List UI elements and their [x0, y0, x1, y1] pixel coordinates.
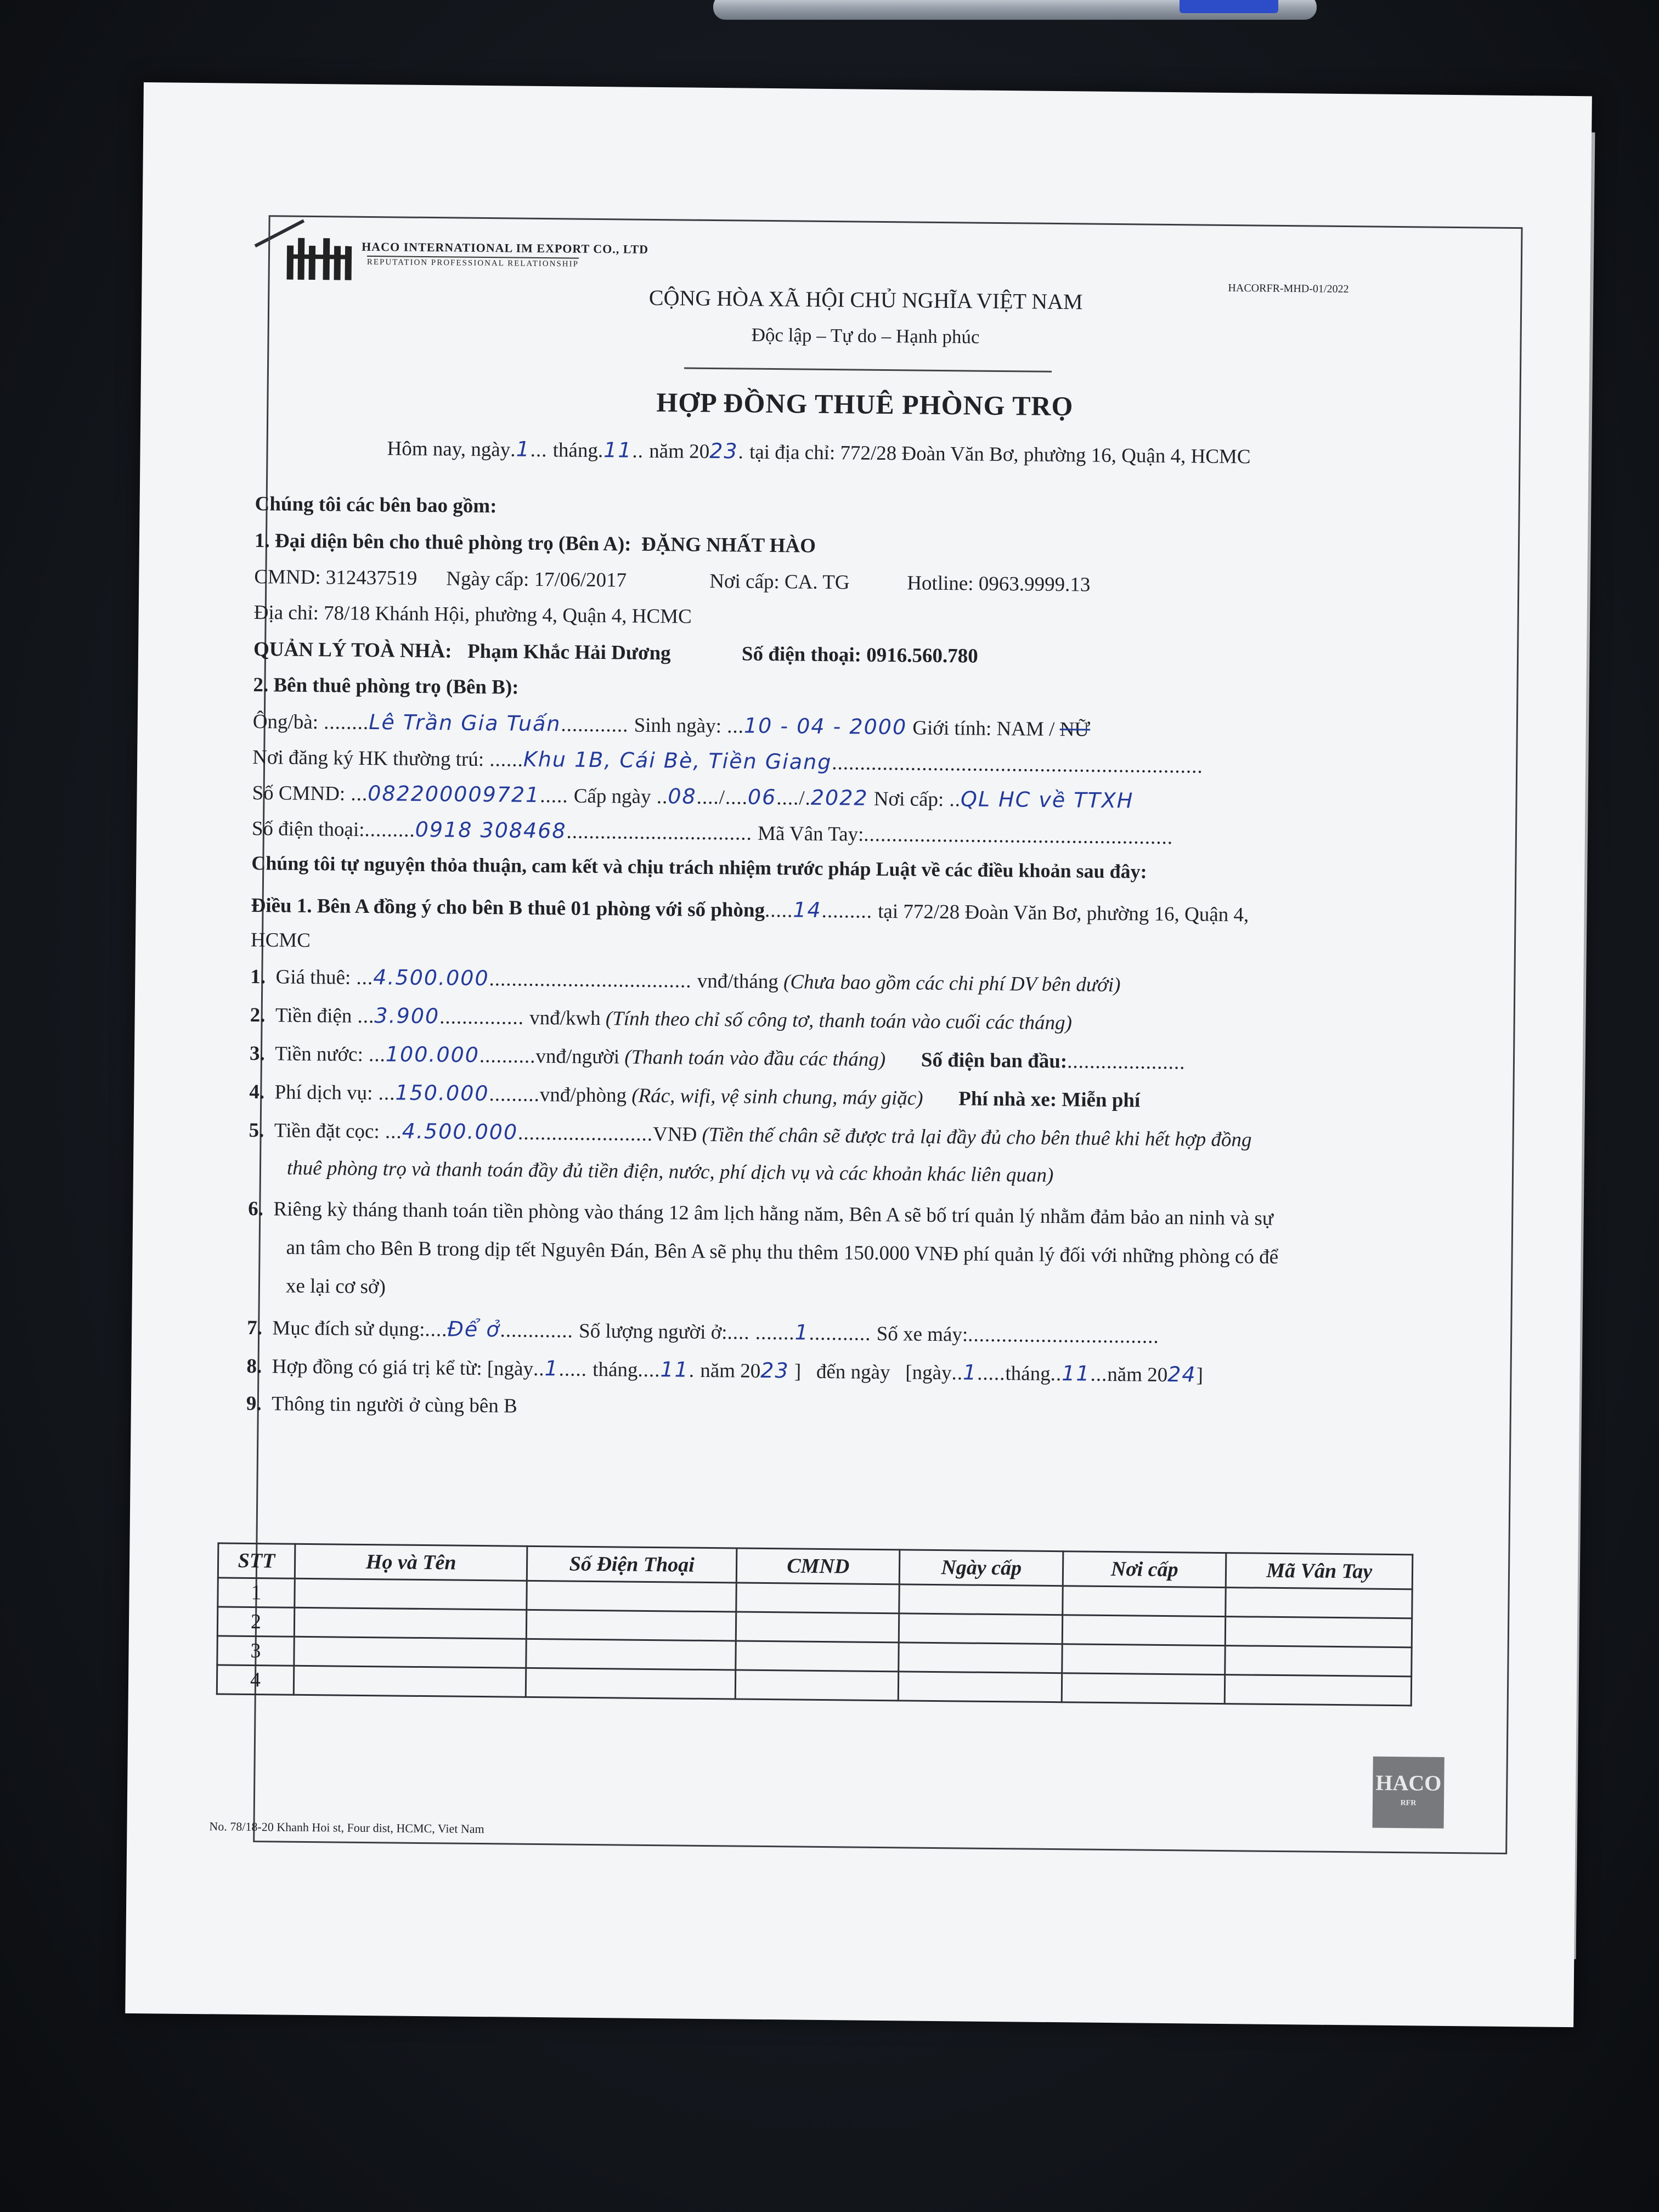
party-a-name: ĐẶNG NHẤT HÀO: [641, 533, 816, 557]
item-number: 1.: [250, 965, 266, 989]
intro-text: Hôm nay, ngày: [387, 437, 511, 461]
col-issue-place: Nơi cấp: [1063, 1551, 1226, 1588]
table-cell[interactable]: [295, 1578, 527, 1610]
table-cell[interactable]: [899, 1584, 1063, 1615]
parking-fee: Phí nhà xe: Miễn phí: [958, 1087, 1141, 1112]
party-b-cmnd-date-label: Cấp ngày: [573, 785, 651, 808]
item-label: Tiền điện: [275, 1004, 352, 1028]
col-name: Họ và Tên: [295, 1544, 527, 1581]
item-unit: vnđ/tháng: [697, 969, 779, 994]
item-number: 5.: [249, 1119, 264, 1142]
party-a-address: Địa chỉ: 78/18 Khánh Hội, phường 4, Quận 4, HCMC: [253, 601, 692, 628]
party-b-name: Lê Trần Gia Tuấn: [369, 709, 561, 736]
party-b-hk-label: Nơi đăng ký HK thường trú:: [252, 746, 484, 771]
initial-meter-label: Số điện ban đầu:: [921, 1048, 1068, 1073]
item-water: 3. Tiền nước: ...100.000..........vnđ/người (Thanh toán vào đầu các tháng) Số điện ban đầu:.....................: [249, 1042, 1186, 1074]
contract-month: 11: [603, 438, 633, 462]
contract-page: [125, 82, 1592, 2027]
item-electricity: 2. Tiền điện ...3.900............... vnđ/kwh (Tính theo chỉ số công tơ, thanh toán vào cuối các tháng): [250, 1003, 1073, 1035]
item-cohabitants: [246, 1392, 517, 1418]
table-cell[interactable]: [899, 1672, 1062, 1702]
table-cell[interactable]: [527, 1581, 736, 1612]
manager-label: QUẢN LÝ TOÀ NHÀ:: [253, 637, 452, 663]
intro-line: Hôm nay, ngày.1... tháng.11.. năm 2023. tại địa chỉ: 772/28 Đoàn Văn Bơ, phường 16, Quận 4, HCMC: [387, 437, 1251, 469]
item-rent: 1. Giá thuê: ...4.500.000.................................... vnđ/tháng (Chưa bao gồm các chi phí DV bên dưới): [250, 965, 1121, 997]
company-stamp: [1373, 1757, 1444, 1829]
party-b-name-line: Ông/bà: ........Lê Trần Gia Tuấn............ Sinh ngày: ...10 - 04 - 2000 Giới tính: NAM / NỮ: [252, 709, 1091, 741]
table-cell[interactable]: [736, 1641, 899, 1672]
end-year: 24: [1167, 1362, 1197, 1387]
intro-month-label: tháng: [552, 439, 599, 462]
end-year-label: năm 20: [1107, 1363, 1168, 1387]
table-cell[interactable]: [1225, 1646, 1412, 1677]
company-name: HACO INTERNATIONAL IM EXPORT CO., LTD: [362, 239, 649, 256]
col-stt: STT: [218, 1543, 295, 1578]
end-day-label: [ngày: [905, 1361, 952, 1385]
col-cmnd: CMND: [736, 1548, 900, 1584]
party-a-label: 1. Đại diện bên cho thuê phòng trọ (Bên A):: [254, 529, 631, 556]
party-b-hk-line: Nơi đăng ký HK thường trú: ......Khu 1B, Cái Bè, Tiền Giang..................................................................: [252, 746, 1203, 778]
intro-address: tại địa chỉ: 772/28 Đoàn Văn Bơ, phường 16, Quận 4, HCMC: [749, 441, 1251, 469]
table-cell[interactable]: [294, 1637, 527, 1668]
table-cell[interactable]: [1062, 1615, 1226, 1646]
rent-value: 4.500.000: [373, 965, 489, 991]
col-issue-date: Ngày cấp: [900, 1550, 1063, 1586]
item-label: Tiền nước:: [275, 1042, 364, 1066]
company-slogan: REPUTATION PROFESSIONAL RELATIONSHIP: [367, 256, 579, 269]
party-a-issue-place: Nơi cấp: CA. TG: [709, 569, 850, 594]
table-cell[interactable]: [1225, 1675, 1412, 1706]
item-deposit: 5. Tiền đặt cọc: ...4.500.000........................VNĐ (Tiền thế chân sẽ được trả lại đầy đủ cho bên thuê khi hết hợp đồng: [249, 1119, 1252, 1152]
gender-label: Giới tính:: [912, 716, 992, 740]
start-day: 1: [544, 1356, 560, 1381]
company-logo-icon: [285, 234, 357, 281]
gender-separator: /: [1048, 718, 1055, 741]
item-number: 7.: [247, 1316, 263, 1340]
article1-line: Điều 1. Bên A đồng ý cho bên B thuê 01 phòng với số phòng.....14......... tại 772/28 Đoàn Văn Bơ, phường 16, Quận 4,: [251, 894, 1249, 927]
item-service: 4. Phí dịch vụ: ...150.000.........vnđ/phòng (Rác, wifi, vệ sinh chung, máy giặc) Phí nhà xe: Miễn phí: [249, 1080, 1141, 1112]
item-number: 4.: [249, 1080, 265, 1104]
cohabitants-label: Thông tin người ở cùng bên B: [271, 1392, 517, 1418]
start-year: 23: [760, 1358, 789, 1383]
party-b-cmnd-place-label: Nơi cấp:: [873, 787, 944, 811]
people-label: Số lượng người ở:: [578, 1319, 727, 1344]
service-value: 150.000: [395, 1080, 489, 1106]
col-fingerprint: Mã Vân Tay: [1226, 1553, 1413, 1589]
table-cell[interactable]: [294, 1666, 526, 1697]
table-cell[interactable]: [294, 1607, 527, 1639]
purpose-label: Mục đích sử dụng:: [272, 1317, 425, 1341]
item-number: 8.: [246, 1355, 262, 1378]
item-unit: VNĐ: [652, 1122, 697, 1146]
row-number: 2: [217, 1607, 294, 1637]
people-value: 1: [794, 1320, 809, 1345]
item-note: (Tiền thế chân sẽ được trả lại đầy đủ cho bên thuê khi hết hợp đồng: [702, 1123, 1252, 1152]
gender-male: NAM: [996, 717, 1045, 741]
parties-heading: Chúng tôi các bên bao gồm:: [255, 492, 497, 518]
table-cell[interactable]: [899, 1613, 1063, 1644]
electricity-value: 3.900: [374, 1003, 440, 1029]
item-note: (Tính theo chỉ số công tơ, thanh toán vào cuối các tháng): [605, 1007, 1073, 1035]
party-b-hk: Khu 1B, Cái Bè, Tiền Giang: [523, 747, 832, 775]
table-cell[interactable]: [1226, 1617, 1412, 1647]
table-cell[interactable]: [1063, 1586, 1226, 1617]
agreement-text: Chúng tôi tự nguyện thỏa thuận, cam kết và chịu trách nhiệm trước pháp Luật về các điều khoản sau đây:: [251, 851, 1147, 883]
row-number: 1: [218, 1578, 295, 1607]
row-number: 3: [217, 1636, 294, 1666]
table-cell[interactable]: [899, 1643, 1062, 1673]
intro-year-label: năm 20: [649, 439, 710, 463]
party-a-issue-date: Ngày cấp: 17/06/2017: [446, 567, 627, 592]
article1-title: Điều 1. Bên A đồng ý cho bên B thuê 01 phòng với số phòng: [251, 894, 765, 922]
end-month-label: tháng: [1005, 1362, 1051, 1385]
stamp-subtext: RFR: [1400, 1799, 1417, 1808]
contract-day: 1: [516, 437, 531, 461]
room-number: 14: [793, 898, 822, 922]
item-label: Giá thuê:: [275, 966, 351, 989]
end-day: 1: [962, 1360, 978, 1385]
item6-text: Riêng kỳ tháng thanh toán tiền phòng vào tháng 12 âm lịch hằng năm, Bên A sẽ bố trí quản lý nhằm đảm bảo an ninh và sự: [273, 1198, 1274, 1230]
water-value: 100.000: [385, 1042, 480, 1067]
party-b-cmnd-line: Số CMND: ...082200009721..... Cấp ngày ..08..../....06..../.2022 Nơi cấp: ..QL HC về TTXH: [252, 781, 1134, 813]
party-b-name-label: Ông/bà:: [252, 710, 319, 734]
row-number: 4: [217, 1665, 294, 1695]
item-number: 9.: [246, 1392, 262, 1415]
fingerprint-label: Mã Vân Tay:: [757, 822, 864, 846]
motto: Độc lập – Tự do – Hạnh phúc: [751, 324, 980, 348]
party-b-phone-label: Số điện thoại:: [251, 817, 365, 841]
article1-city: HCMC: [250, 928, 311, 952]
item-note: (Rác, wifi, vệ sinh chung, máy giặc): [631, 1084, 923, 1110]
pen-clip: [1180, 0, 1278, 13]
item-number: 6.: [248, 1197, 264, 1221]
table-cell[interactable]: [526, 1668, 736, 1699]
stamp-text: HACO: [1375, 1770, 1442, 1796]
table-cell[interactable]: [736, 1612, 899, 1643]
cohabitants-table: [216, 1542, 1414, 1706]
item6-line3: xe lại cơ sở): [285, 1274, 386, 1299]
purpose-value: Để ở: [447, 1317, 500, 1342]
item-unit: vnđ/phòng: [539, 1084, 627, 1107]
table-cell[interactable]: [527, 1610, 736, 1641]
party-a-cmnd: CMND: 312437519: [254, 565, 417, 590]
start-month-label: tháng: [592, 1358, 638, 1381]
start-month: 11: [660, 1357, 690, 1382]
footer-address: No. 78/18-20 Khanh Hoi st, Four dist, HCMC, Viet Nam: [209, 1819, 484, 1836]
article1-address: tại 772/28 Đoàn Văn Bơ, phường 16, Quận 4,: [877, 900, 1249, 927]
manager-phone: Số điện thoại: 0916.560.780: [741, 642, 978, 668]
party-b-cmnd-place: QL HC về TTXH: [960, 787, 1134, 813]
end-month: 11: [1061, 1361, 1091, 1386]
table-cell[interactable]: [526, 1639, 736, 1670]
party-b-heading: 2. Bên thuê phòng trọ (Bên B):: [253, 673, 519, 699]
item-number: 2.: [250, 1003, 266, 1027]
party-b-cmnd-day: 08: [668, 784, 697, 809]
nation-header: CỘNG HÒA XÃ HỘI CHỦ NGHĨA VIỆT NAM: [648, 285, 1083, 314]
end-label: đến ngày: [816, 1360, 890, 1384]
contract-year: 23: [709, 438, 738, 464]
party-b-cmnd-label: Số CMND:: [252, 781, 346, 805]
item-label: Phí dịch vụ:: [274, 1081, 373, 1105]
gender-female: NỮ: [1059, 718, 1091, 741]
validity-label: Hợp đồng có giá trị kể từ: [ngày: [272, 1355, 534, 1380]
bikes-label: Số xe máy:: [876, 1322, 968, 1346]
party-a-hotline: Hotline: 0963.9999.13: [907, 572, 1091, 596]
party-b-cmnd: 082200009721: [368, 781, 540, 807]
item-validity: 8. Hợp đồng có giá trị kể từ: [ngày..1..... tháng....11. năm 2023 ] đến ngày [ngày..1.....tháng..11...năm 2024]: [246, 1355, 1204, 1387]
table-cell[interactable]: [736, 1583, 900, 1613]
form-code: HACORFR-MHD-01/2022: [1228, 281, 1349, 296]
item-deposit-note-cont: thuê phòng trọ và thanh toán đầy đủ tiền điện, nước, phí dịch vụ và các khoản khác liên quan): [286, 1156, 1054, 1187]
table-cell[interactable]: [735, 1670, 899, 1701]
table-cell[interactable]: [1062, 1673, 1225, 1704]
item6-line2: an tâm cho Bên B trong dịp tết Nguyên Đán, Bên A sẽ phụ thu thêm 150.000 VNĐ phí quản lý đối với những phòng có để: [286, 1236, 1279, 1268]
item-unit: vnđ/người: [535, 1045, 620, 1069]
item-purpose: 7. Mục đích sử dụng:....Để ở............. Số lượng người ở:.... .......1........... Số xe máy:..................................: [247, 1316, 1159, 1348]
party-b-dob: 10 - 04 - 2000: [743, 713, 907, 740]
party-b-cmnd-year: 2022: [810, 785, 868, 810]
item-note: (Chưa bao gồm các chi phí DV bên dưới): [783, 970, 1121, 997]
table-cell[interactable]: [1062, 1644, 1226, 1675]
party-b-cmnd-month: 06: [747, 785, 777, 810]
manager-name: Phạm Khắc Hải Dương: [467, 640, 671, 665]
party-b-phone: 0918 308468: [415, 817, 567, 843]
item-note: (Thanh toán vào đầu các tháng): [624, 1046, 886, 1071]
party-b-dob-label: Sinh ngày:: [634, 714, 722, 738]
party-b-phone-line: Số điện thoại:.........0918 308468................................. Mã Vân Tay:.......................................................: [251, 817, 1173, 849]
deposit-value: 4.500.000: [402, 1119, 518, 1144]
col-phone: Số Điện Thoại: [527, 1546, 737, 1583]
document-title: HỢP ĐỒNG THUÊ PHÒNG TRỌ: [656, 386, 1074, 422]
table-cell[interactable]: [1226, 1588, 1412, 1618]
item-label: Tiền đặt cọc:: [274, 1119, 380, 1143]
start-year-label: năm 20: [700, 1359, 761, 1383]
item-number: 3.: [249, 1042, 265, 1065]
item-unit: vnđ/kwh: [529, 1006, 601, 1030]
